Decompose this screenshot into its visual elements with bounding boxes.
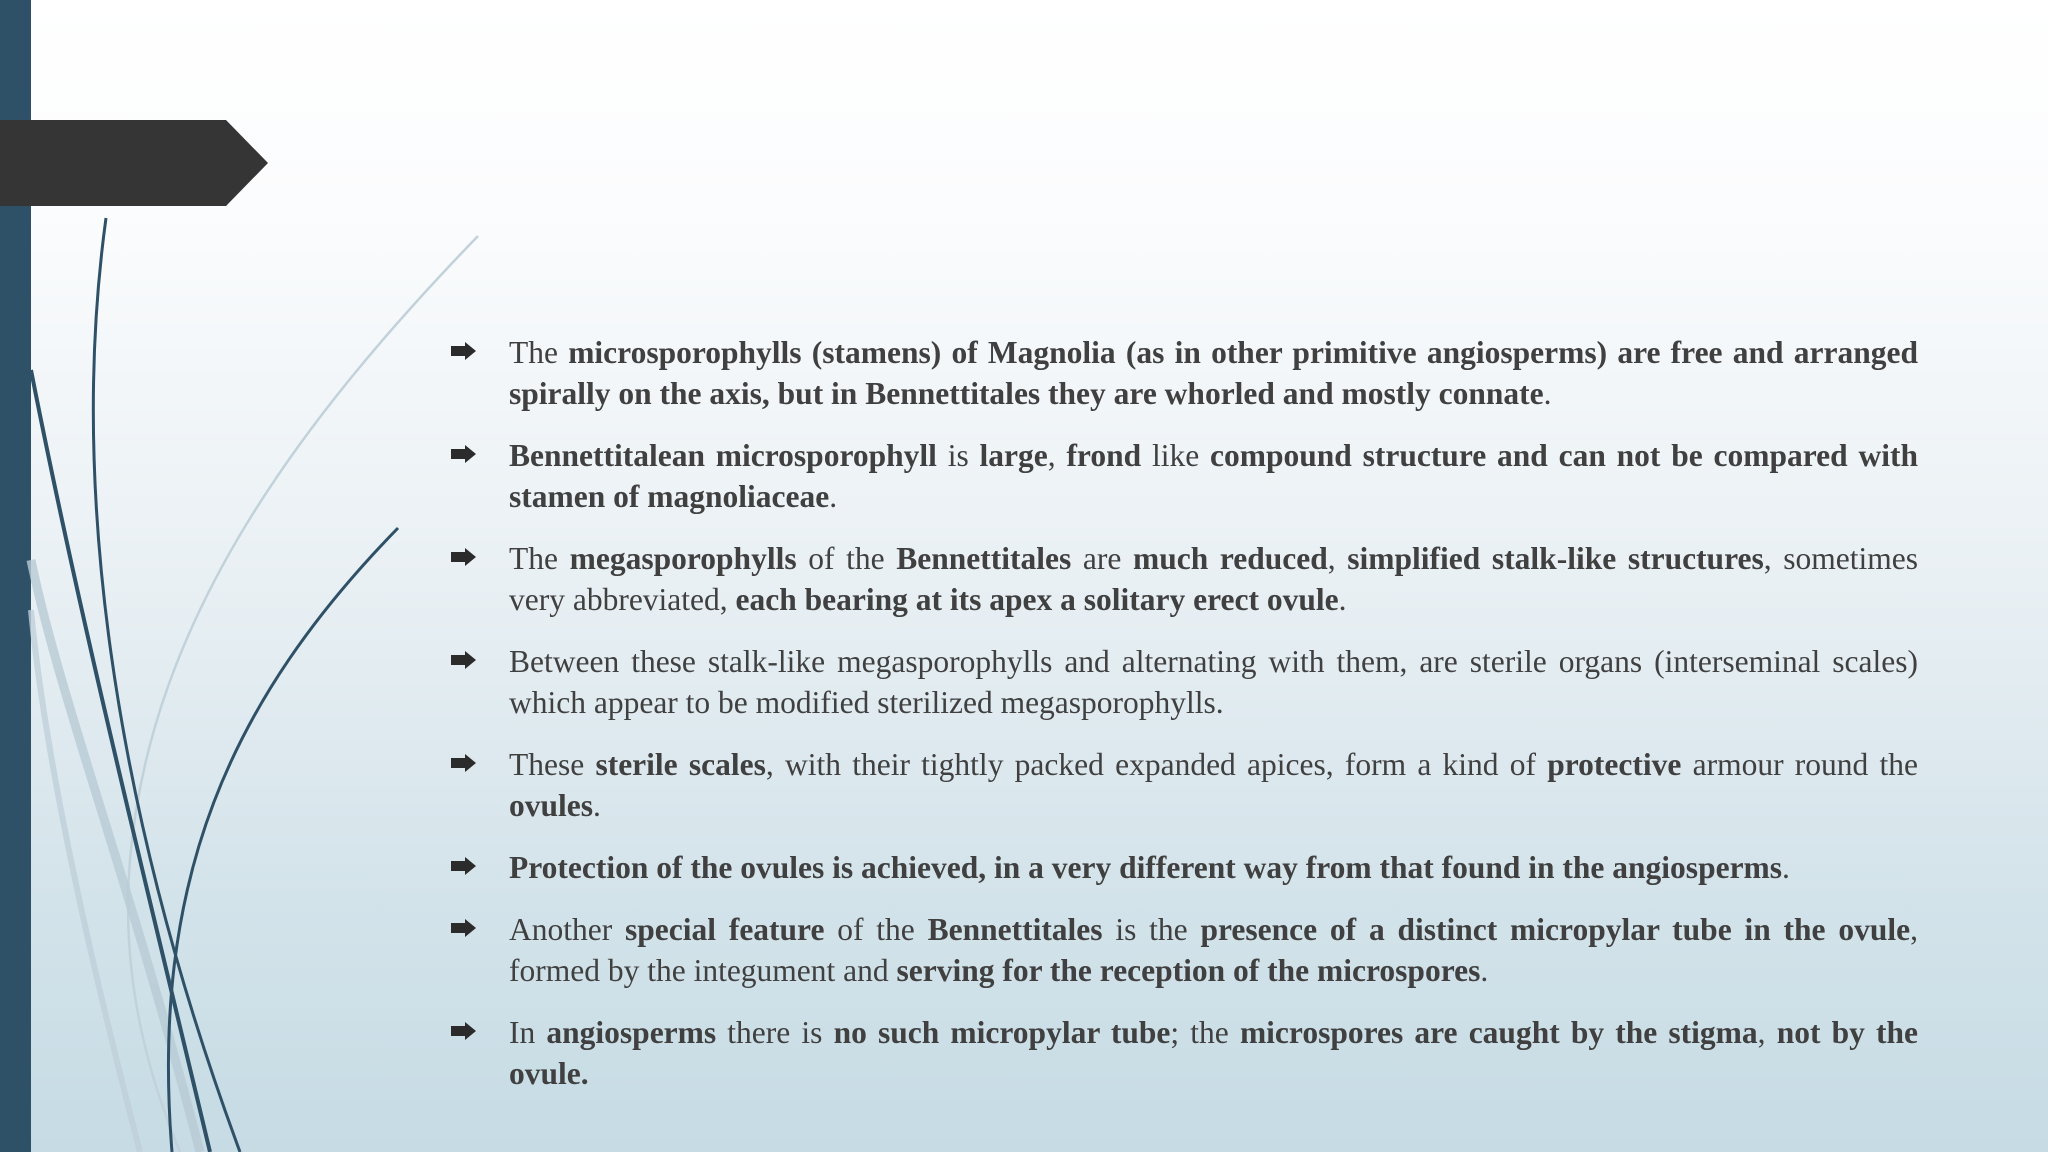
bullet-text: In — [509, 1015, 547, 1050]
swoosh-dark-3 — [168, 528, 398, 1152]
bullet-text-bold: simplified stalk-like structures — [1347, 541, 1764, 576]
bullet-text: . — [829, 479, 838, 514]
bullet-text-bold: sterile scales — [595, 747, 766, 782]
bullet-item — [450, 538, 1918, 620]
bullet-text-bold: microspores are caught by the stigma — [1239, 1015, 1758, 1050]
arrow-bullet-icon — [450, 545, 478, 569]
bullet-text-bold: megasporophylls — [569, 541, 797, 576]
bullet-text: Another — [509, 912, 626, 947]
bullet-text: is the — [1102, 912, 1201, 947]
bullet-text: there is — [716, 1015, 834, 1050]
title-tab-shape — [0, 120, 270, 206]
bullet-text-bold: Bennettitales — [927, 912, 1103, 947]
bullet-text: like — [1141, 438, 1210, 473]
bullet-text-bold: each bearing at its apex a solitary erect ovule — [735, 582, 1339, 617]
bullet-text: These — [509, 747, 596, 782]
bullet-text: ; the — [1170, 1015, 1240, 1050]
bullet-text: . — [1543, 376, 1552, 411]
bullet-text-bold: Protection of the ovules is achieved, in a very different way from that found in the angiosperms — [509, 850, 1783, 885]
bullet-text-bold: frond — [1066, 438, 1142, 473]
swoosh-dark-2 — [31, 370, 210, 1152]
bullet-text: , with their tightly packed expanded apices, form a kind of — [765, 747, 1548, 782]
bullet-text: is — [936, 438, 980, 473]
bullet-text: . — [593, 788, 601, 823]
bullet-text-bold: microsporophylls (stamens) of Magnolia (as in other primitive angiosperms) are free and arranged spirally on the axis, but in Bennettitales they are whorled and mostly connate — [509, 335, 1918, 411]
bullet-list — [450, 332, 1918, 1115]
arrow-bullet-icon — [450, 339, 478, 363]
bullet-text: , — [1327, 541, 1348, 576]
bullet-text-bold: compound structure and can not be compared with stamen of magnoliaceae — [509, 438, 1918, 514]
bullet-item — [450, 641, 1918, 723]
bullet-item — [450, 744, 1918, 826]
arrow-bullet-icon — [450, 442, 478, 466]
bullet-text-bold: no such micropylar tube — [833, 1015, 1171, 1050]
title-tab-fill — [0, 120, 268, 206]
bullet-text-bold: ovules — [509, 788, 594, 823]
bullet-text-bold: angiosperms — [546, 1015, 717, 1050]
bullet-text-bold: Bennettitales — [896, 541, 1072, 576]
bullet-item — [450, 909, 1918, 991]
bullet-text-bold: much reduced — [1132, 541, 1328, 576]
bullet-text: . — [1338, 582, 1347, 617]
bullet-text: are — [1071, 541, 1133, 576]
bullet-text-bold: not by the ovule. — [509, 1015, 1919, 1091]
bullet-text-bold: special feature — [625, 912, 825, 947]
arrow-bullet-icon — [450, 854, 478, 878]
bullet-text: , sometimes very abbreviated, — [509, 541, 1918, 617]
bullet-item — [450, 847, 1918, 888]
bullet-text-bold: serving for the reception of the microspores — [896, 953, 1481, 988]
swoosh-light-1 — [128, 236, 478, 1152]
arrow-bullet-icon — [450, 916, 478, 940]
bullet-text: The — [509, 541, 570, 576]
bullet-text-bold: Bennettitalean microsporophyll — [509, 438, 937, 473]
arrow-bullet-icon — [450, 1019, 478, 1043]
bullet-text: The — [509, 335, 569, 370]
bullet-text: , formed by the integument and — [509, 912, 1918, 988]
bullet-item — [450, 435, 1918, 517]
arrow-bullet-icon — [450, 648, 478, 672]
bullet-text: . — [1782, 850, 1790, 885]
bullet-text: of the — [824, 912, 928, 947]
bullet-text: Between these stalk-like megasporophylls and alternating with them, are sterile organs (interseminal scales) which appear to be modified sterilized megasporophylls. — [509, 644, 1918, 720]
arrow-bullet-icon — [450, 751, 478, 775]
swoosh-light-2 — [31, 560, 200, 1152]
bullet-text: armour round the — [1681, 747, 1919, 782]
bullet-text-bold: presence of a distinct micropylar tube in the ovule — [1200, 912, 1911, 947]
bullet-item — [450, 1012, 1918, 1094]
swoosh-light-3 — [31, 610, 140, 1152]
bullet-text: . — [1480, 953, 1489, 988]
bullet-text: , — [1757, 1015, 1777, 1050]
swoosh-dark-1 — [93, 218, 240, 1152]
bullet-text: of the — [796, 541, 897, 576]
bullet-text-bold: large — [979, 438, 1048, 473]
bullet-item — [450, 332, 1918, 414]
bullet-text-bold: protective — [1547, 747, 1682, 782]
bullet-text: , — [1047, 438, 1067, 473]
